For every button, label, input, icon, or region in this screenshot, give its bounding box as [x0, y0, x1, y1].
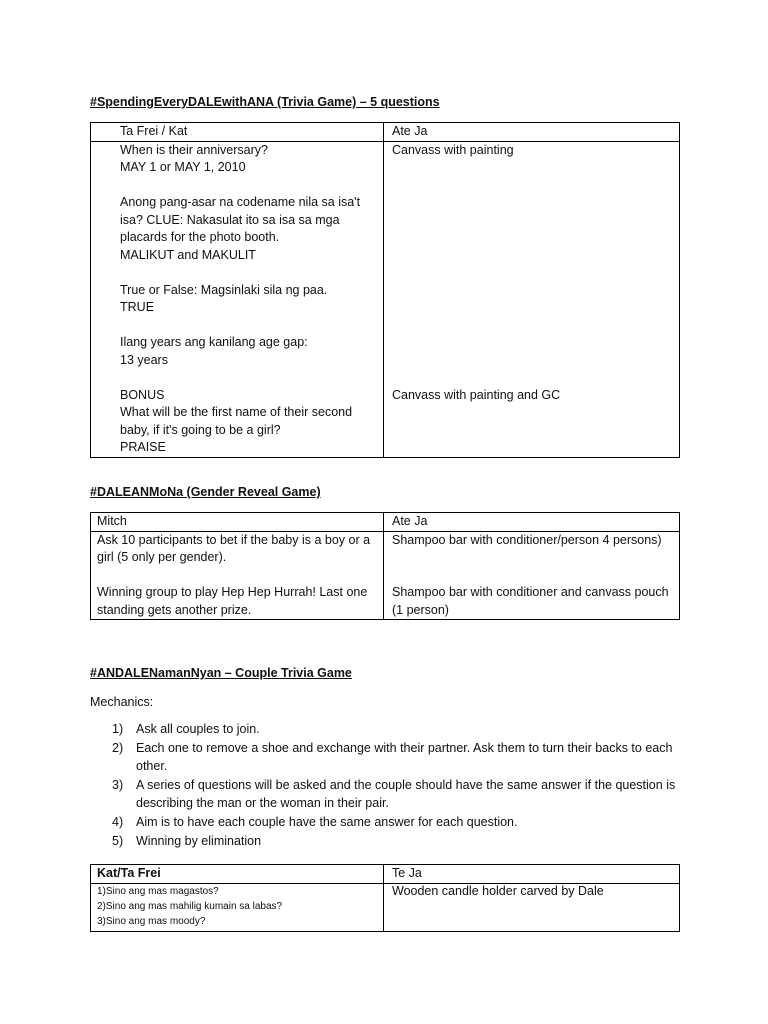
header-sponsor: Te Ja — [384, 865, 680, 884]
answer-text: MAY 1 or MAY 1, 2010 — [120, 160, 246, 174]
table-row — [91, 141, 680, 457]
mechanics-list — [90, 720, 690, 850]
list-text: Winning by elimination — [136, 833, 262, 848]
list-item — [90, 776, 690, 813]
table-header-row — [91, 123, 680, 142]
question-text: 3)Sino ang mas moody? — [97, 915, 206, 927]
header-host: Mitch — [91, 513, 384, 532]
prizes-cell — [384, 883, 680, 931]
table-row — [91, 531, 680, 620]
bonus-prize-text: Canvass with painting and GC — [392, 387, 561, 402]
header-sponsor: Ate Ja — [384, 123, 680, 142]
list-text: Aim is to have each couple have the same answer for each question. — [136, 814, 518, 829]
prize-text: Canvass with painting — [392, 142, 514, 157]
header-host: Kat/Ta Frei — [91, 865, 384, 884]
question-text: Ilang years ang kanilang age gap: — [120, 335, 308, 349]
bonus-answer: PRAISE — [120, 440, 166, 454]
prize-text: Shampoo bar with conditioner and canvass pouch (1 person) — [392, 585, 669, 617]
header-sponsor: Ate Ja — [384, 513, 680, 532]
question-text: 2)Sino ang mas mahilig kumain sa labas? — [97, 900, 283, 912]
gender-reveal-table — [90, 512, 680, 620]
instruction-text: Ask 10 participants to bet if the baby is a boy or a girl (5 only per gender). — [97, 532, 371, 564]
header-host: Ta Frei / Kat — [91, 123, 384, 142]
list-item — [90, 832, 690, 851]
question-text: True or False: Magsinlaki sila ng paa. — [120, 282, 328, 297]
mechanics-cell — [91, 531, 384, 620]
answer-text: 13 years — [120, 352, 168, 367]
table-header-row — [91, 513, 680, 532]
questions-cell — [91, 141, 384, 457]
bonus-question: What will be the first name of their second baby, if it's going to be a girl? — [120, 405, 353, 437]
instruction-text: Winning group to play Hep Hep Hurrah! Last one standing gets another prize. — [97, 585, 368, 617]
bonus-label: BONUS — [120, 387, 165, 402]
couple-trivia-table — [90, 864, 680, 932]
table-row — [91, 883, 680, 931]
list-text: A series of questions will be asked and the couple should have the same answer if the question is describing the man or the woman in their pair. — [136, 777, 676, 811]
couple-trivia-heading: #ANDALENamanNyan – Couple Trivia Game — [90, 666, 352, 680]
answer-text: MALIKUT and MAKULIT — [120, 247, 256, 262]
prize-text: Shampoo bar with conditioner/person 4 persons) — [392, 532, 662, 547]
trivia-game-table — [90, 122, 680, 458]
trivia-game-heading: #SpendingEveryDALEwithANA (Trivia Game) – 5 questions — [90, 95, 440, 109]
list-number: 5) — [112, 833, 124, 848]
question-text: When is their anniversary? — [120, 142, 268, 157]
gender-reveal-heading: #DALEANMoNa (Gender Reveal Game) — [90, 485, 321, 499]
question-text: Anong pang-asar na codename nila sa isa't isa? CLUE: Nakasulat ito sa isa sa mga placards for the photo booth. — [120, 195, 361, 244]
list-item — [90, 739, 690, 776]
prize-text: Wooden candle holder carved by Dale — [392, 883, 604, 898]
mechanics-label: Mechanics: — [90, 695, 154, 709]
list-item — [90, 720, 690, 739]
question-text: 1)Sino ang mas magastos? — [97, 885, 219, 897]
list-number: 4) — [112, 814, 124, 829]
list-text: Each one to remove a shoe and exchange with their partner. Ask them to turn their backs to each other. — [136, 740, 673, 774]
prizes-cell — [384, 531, 680, 620]
list-item — [90, 813, 690, 832]
prizes-cell — [384, 141, 680, 457]
list-text: Ask all couples to join. — [136, 722, 260, 736]
table-header-row — [91, 865, 680, 884]
answer-text: TRUE — [120, 300, 155, 314]
list-number: 2) — [112, 740, 124, 755]
list-number: 3) — [112, 777, 124, 792]
questions-cell — [91, 883, 384, 931]
list-number: 1) — [112, 722, 124, 736]
